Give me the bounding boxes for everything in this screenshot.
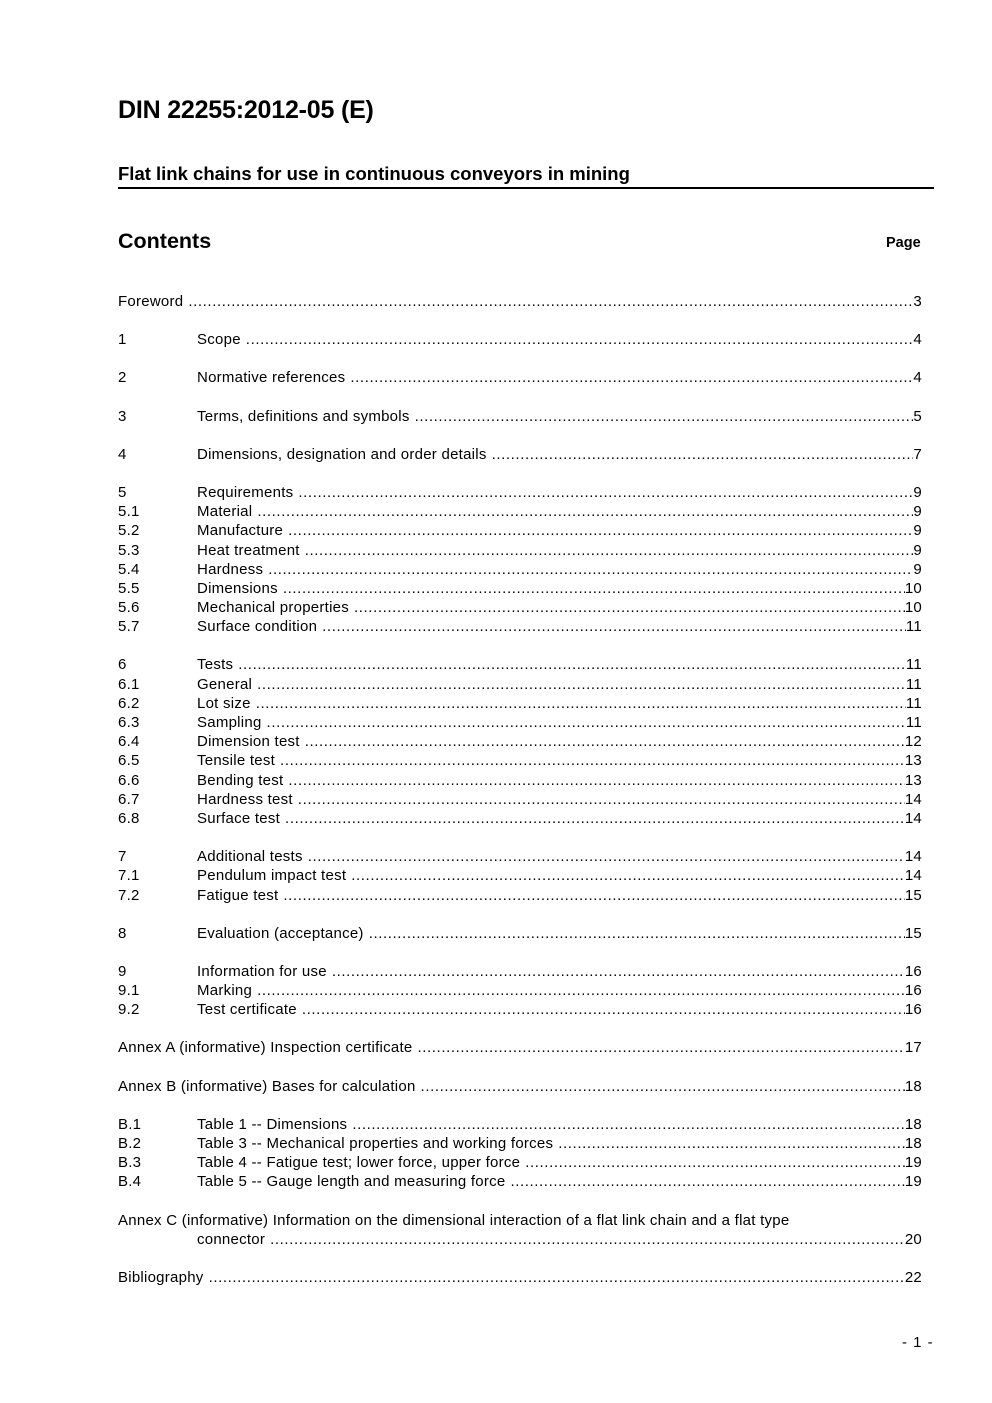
toc-group-annex-b-tables xyxy=(118,1115,922,1192)
toc-entry-page: 11 xyxy=(905,675,922,693)
toc-entry-page: 9 xyxy=(913,560,922,578)
toc-entry-page: 15 xyxy=(904,886,922,904)
toc-entry-title: Evaluation (acceptance) xyxy=(197,924,364,942)
toc-entry-page: 4 xyxy=(913,331,922,349)
toc-entry-b-3[interactable] xyxy=(118,1153,922,1172)
toc-entry-6-1[interactable] xyxy=(118,675,922,694)
toc-entry-page: 4 xyxy=(913,369,922,387)
toc-dot-leader xyxy=(288,771,904,790)
toc-entry-title: Information for use xyxy=(197,962,327,980)
toc-entry-6-4[interactable] xyxy=(118,732,922,751)
toc-entry-title: Dimensions xyxy=(197,579,278,597)
toc-group-annex-a xyxy=(118,1038,922,1057)
toc-group-annex-c xyxy=(118,1211,922,1249)
toc-group-2 xyxy=(118,368,922,387)
toc-entry-annex-a[interactable] xyxy=(118,1038,922,1057)
toc-entry-title: Annex C (informative) Information on the dimensional interaction of a flat link chain and a flat type xyxy=(118,1211,790,1229)
toc-entry-title-continued: connector xyxy=(197,1230,266,1248)
toc-entry-number: 6.5 xyxy=(118,752,140,770)
toc-entry-annex-c-line1[interactable] xyxy=(118,1211,922,1230)
toc-group-8 xyxy=(118,924,922,943)
toc-entry-page: 13 xyxy=(904,752,922,770)
toc-dot-leader xyxy=(510,1172,904,1191)
toc-entry-number: 3 xyxy=(118,407,127,425)
toc-entry-page: 18 xyxy=(904,1135,922,1152)
toc-entry-title: Table 3 -- Mechanical properties and working forces xyxy=(197,1135,554,1152)
toc-entry-title: Sampling xyxy=(197,714,262,731)
toc-dot-leader xyxy=(525,1153,905,1172)
toc-entry-title: Requirements xyxy=(197,483,294,501)
toc-entry-6-3[interactable] xyxy=(118,713,922,732)
toc-entry-number: B.1 xyxy=(118,1115,142,1133)
toc-entry-page: 11 xyxy=(905,656,922,674)
toc-entry-page: 14 xyxy=(904,848,922,866)
toc-entry-title: Foreword xyxy=(118,293,184,310)
toc-dot-leader xyxy=(283,579,905,598)
toc-dot-leader xyxy=(283,886,904,905)
toc-dot-leader xyxy=(270,1230,905,1249)
toc-dot-leader xyxy=(354,598,905,617)
toc-dot-leader xyxy=(352,1115,905,1134)
toc-entry-number: 6 xyxy=(118,656,127,674)
toc-group-annex-b xyxy=(118,1077,922,1096)
toc-entry-title: Manufacture xyxy=(197,522,284,540)
toc-entry-5-4[interactable] xyxy=(118,560,922,579)
toc-entry-page: 11 xyxy=(905,618,922,636)
toc-entry-title: Hardness xyxy=(197,560,264,578)
document-id: DIN 22255:2012-05 (E) xyxy=(118,96,374,124)
toc-entry-title: Bibliography xyxy=(118,1268,204,1286)
toc-dot-leader xyxy=(256,694,906,713)
toc-entry-page: 10 xyxy=(904,599,922,617)
toc-group-5 xyxy=(118,483,922,637)
toc-entry-annex-c-line2[interactable] xyxy=(118,1230,922,1249)
toc-dot-leader xyxy=(305,732,905,751)
toc-entry-number: 8 xyxy=(118,924,127,942)
toc-entry-9-2[interactable] xyxy=(118,1000,922,1019)
toc-entry-3[interactable] xyxy=(118,407,922,426)
toc-dot-leader xyxy=(288,521,913,540)
toc-dot-leader xyxy=(492,445,914,464)
toc-dot-leader xyxy=(322,617,906,636)
toc-entry-title: Tests xyxy=(197,656,234,674)
toc-entry-number: 5.6 xyxy=(118,599,140,617)
toc-group-9 xyxy=(118,962,922,1020)
toc-entry-title: Marking xyxy=(197,982,253,1000)
toc-entry-bibliography[interactable] xyxy=(118,1268,922,1287)
toc-entry-page: 7 xyxy=(913,445,922,463)
toc-entry-number: 6.2 xyxy=(118,694,140,712)
toc-entry-8[interactable] xyxy=(118,924,922,943)
toc-group-6 xyxy=(118,655,922,828)
toc-dot-leader xyxy=(298,790,905,809)
toc-entry-title: Fatigue test xyxy=(197,886,279,904)
toc-entry-title: Test certificate xyxy=(197,1001,297,1019)
toc-entry-number: 6.7 xyxy=(118,790,140,808)
toc-entry-page: 9 xyxy=(913,483,922,501)
toc-entry-number: 1 xyxy=(118,331,127,349)
toc-entry-5[interactable] xyxy=(118,483,922,502)
toc-dot-leader xyxy=(257,981,905,1000)
toc-entry-title: Table 5 -- Gauge length and measuring force xyxy=(197,1173,506,1191)
toc-entry-page: 16 xyxy=(904,1001,922,1019)
toc-entry-title: Dimensions, designation and order details xyxy=(197,445,487,463)
toc-entry-6-6[interactable] xyxy=(118,771,922,790)
page-number-footer: - 1 - xyxy=(902,1334,934,1351)
toc-dot-leader xyxy=(257,502,913,521)
page-column-heading: Page xyxy=(886,235,921,251)
toc-dot-leader xyxy=(246,330,914,349)
toc-entry-page: 11 xyxy=(905,714,922,731)
toc-dot-leader xyxy=(268,560,913,579)
toc-entry-number: 4 xyxy=(118,445,127,463)
toc-entry-5-6[interactable] xyxy=(118,598,922,617)
toc-entry-number: 7 xyxy=(118,848,127,866)
toc-group-4 xyxy=(118,445,922,464)
toc-entry-title: Dimension test xyxy=(197,733,300,751)
toc-entry-number: 7.1 xyxy=(118,867,140,885)
toc-dot-leader xyxy=(351,866,905,885)
toc-group-3 xyxy=(118,407,922,426)
toc-entry-page: 14 xyxy=(904,867,922,885)
toc-dot-leader xyxy=(280,751,905,770)
toc-entry-foreword[interactable] xyxy=(118,292,922,311)
toc-entry-number: 9.2 xyxy=(118,1001,140,1019)
toc-entry-number: 9.1 xyxy=(118,982,140,1000)
toc-entry-4[interactable] xyxy=(118,445,922,464)
toc-entry-9[interactable] xyxy=(118,962,922,981)
toc-entry-page: 12 xyxy=(904,733,922,751)
toc-entry-page: 10 xyxy=(904,579,922,597)
toc-entry-5-1[interactable] xyxy=(118,502,922,521)
toc-entry-page: 9 xyxy=(913,503,922,521)
toc-entry-number: B.2 xyxy=(118,1135,142,1152)
toc-entry-number: 7.2 xyxy=(118,886,140,904)
toc-entry-title: Annex A (informative) Inspection certificate xyxy=(118,1039,413,1057)
toc-entry-6-2[interactable] xyxy=(118,694,922,713)
toc-entry-5-3[interactable] xyxy=(118,541,922,560)
toc-dot-leader xyxy=(238,655,906,674)
toc-dot-leader xyxy=(209,1268,905,1287)
toc-entry-page: 14 xyxy=(904,809,922,827)
toc-entry-5-5[interactable] xyxy=(118,579,922,598)
toc-entry-page: 18 xyxy=(904,1077,922,1095)
toc-entry-title: Lot size xyxy=(197,694,251,712)
toc-entry-page: 3 xyxy=(913,293,922,310)
table-of-contents xyxy=(118,292,922,1306)
toc-entry-title: Annex B (informative) Bases for calculation xyxy=(118,1077,416,1095)
toc-entry-6-5[interactable] xyxy=(118,751,922,770)
toc-entry-title: Table 4 -- Fatigue test; lower force, upper force xyxy=(197,1154,521,1172)
toc-entry-number: 6.8 xyxy=(118,809,140,827)
toc-entry-number: B.3 xyxy=(118,1154,142,1172)
toc-entry-number: 5.3 xyxy=(118,541,140,559)
toc-entry-title: Normative references xyxy=(197,369,346,387)
toc-entry-page: 16 xyxy=(904,982,922,1000)
toc-entry-b-1[interactable] xyxy=(118,1115,922,1134)
toc-dot-leader xyxy=(308,847,905,866)
toc-dot-leader xyxy=(188,292,913,311)
toc-entry-title: Heat treatment xyxy=(197,541,300,559)
toc-dot-leader xyxy=(267,713,906,732)
toc-dot-leader xyxy=(415,407,914,426)
toc-entry-page: 17 xyxy=(904,1039,922,1057)
toc-entry-page: 13 xyxy=(904,771,922,789)
toc-entry-6[interactable] xyxy=(118,655,922,674)
toc-entry-6-7[interactable] xyxy=(118,790,922,809)
toc-entry-5-7[interactable] xyxy=(118,617,922,636)
toc-entry-title: Surface test xyxy=(197,809,281,827)
toc-entry-number: 6.6 xyxy=(118,771,140,789)
toc-dot-leader xyxy=(305,541,914,560)
toc-entry-page: 9 xyxy=(913,541,922,559)
toc-entry-page: 18 xyxy=(904,1115,922,1133)
toc-dot-leader xyxy=(369,924,905,943)
toc-dot-leader xyxy=(417,1038,904,1057)
toc-entry-7-2[interactable] xyxy=(118,886,922,905)
toc-dot-leader xyxy=(257,675,906,694)
toc-entry-annex-b[interactable] xyxy=(118,1077,922,1096)
toc-entry-title: General xyxy=(197,675,253,693)
toc-entry-page: 5 xyxy=(913,407,922,425)
toc-dot-leader xyxy=(332,962,905,981)
toc-dot-leader xyxy=(298,483,913,502)
toc-entry-title: Scope xyxy=(197,331,241,349)
toc-entry-6-8[interactable] xyxy=(118,809,922,828)
toc-entry-number: 6.1 xyxy=(118,675,140,693)
toc-group-foreword xyxy=(118,292,922,311)
toc-entry-number: 5.7 xyxy=(118,618,140,636)
toc-entry-page: 15 xyxy=(904,924,922,942)
toc-dot-leader xyxy=(558,1134,905,1153)
toc-entry-title: Bending test xyxy=(197,771,284,789)
toc-dot-leader xyxy=(421,1077,905,1096)
toc-entry-9-1[interactable] xyxy=(118,981,922,1000)
toc-entry-title: Hardness test xyxy=(197,790,293,808)
toc-entry-number: 9 xyxy=(118,962,127,980)
toc-entry-number: 2 xyxy=(118,369,127,387)
toc-entry-7-1[interactable] xyxy=(118,866,922,885)
toc-entry-title: Table 1 -- Dimensions xyxy=(197,1115,348,1133)
toc-group-7 xyxy=(118,847,922,905)
toc-dot-leader xyxy=(302,1000,905,1019)
toc-entry-title: Pendulum impact test xyxy=(197,867,347,885)
toc-entry-page: 11 xyxy=(905,694,922,712)
toc-entry-number: 6.3 xyxy=(118,714,140,731)
toc-entry-title: Tensile test xyxy=(197,752,276,770)
contents-heading: Contents xyxy=(118,229,212,253)
toc-entry-number: 5.1 xyxy=(118,503,140,521)
toc-entry-7[interactable] xyxy=(118,847,922,866)
toc-entry-number: 6.4 xyxy=(118,733,140,751)
toc-entry-page: 19 xyxy=(904,1173,922,1191)
toc-entry-b-2[interactable] xyxy=(118,1134,922,1153)
toc-entry-number: 5.2 xyxy=(118,522,140,540)
toc-entry-5-2[interactable] xyxy=(118,521,922,540)
toc-entry-2[interactable] xyxy=(118,368,922,387)
toc-entry-number: 5.5 xyxy=(118,579,140,597)
toc-group-1 xyxy=(118,330,922,349)
document-subtitle: Flat link chains for use in continuous conveyors in mining xyxy=(118,162,934,189)
toc-entry-page: 14 xyxy=(904,790,922,808)
toc-entry-title: Material xyxy=(197,503,253,521)
toc-entry-page: 19 xyxy=(904,1154,922,1172)
toc-entry-page: 22 xyxy=(904,1268,922,1286)
toc-entry-number: 5 xyxy=(118,483,127,501)
toc-entry-page: 20 xyxy=(904,1230,922,1248)
toc-entry-page: 9 xyxy=(913,522,922,540)
toc-entry-1[interactable] xyxy=(118,330,922,349)
toc-entry-title: Surface condition xyxy=(197,618,318,636)
toc-dot-leader xyxy=(350,368,913,387)
toc-entry-number: B.4 xyxy=(118,1173,142,1191)
toc-entry-title: Additional tests xyxy=(197,848,303,866)
toc-dot-leader xyxy=(285,809,905,828)
toc-entry-number: 5.4 xyxy=(118,560,140,578)
toc-entry-page: 16 xyxy=(904,962,922,980)
toc-group-bibliography xyxy=(118,1268,922,1287)
toc-entry-title: Mechanical properties xyxy=(197,599,349,617)
toc-entry-b-4[interactable] xyxy=(118,1172,922,1191)
toc-entry-title: Terms, definitions and symbols xyxy=(197,407,410,425)
